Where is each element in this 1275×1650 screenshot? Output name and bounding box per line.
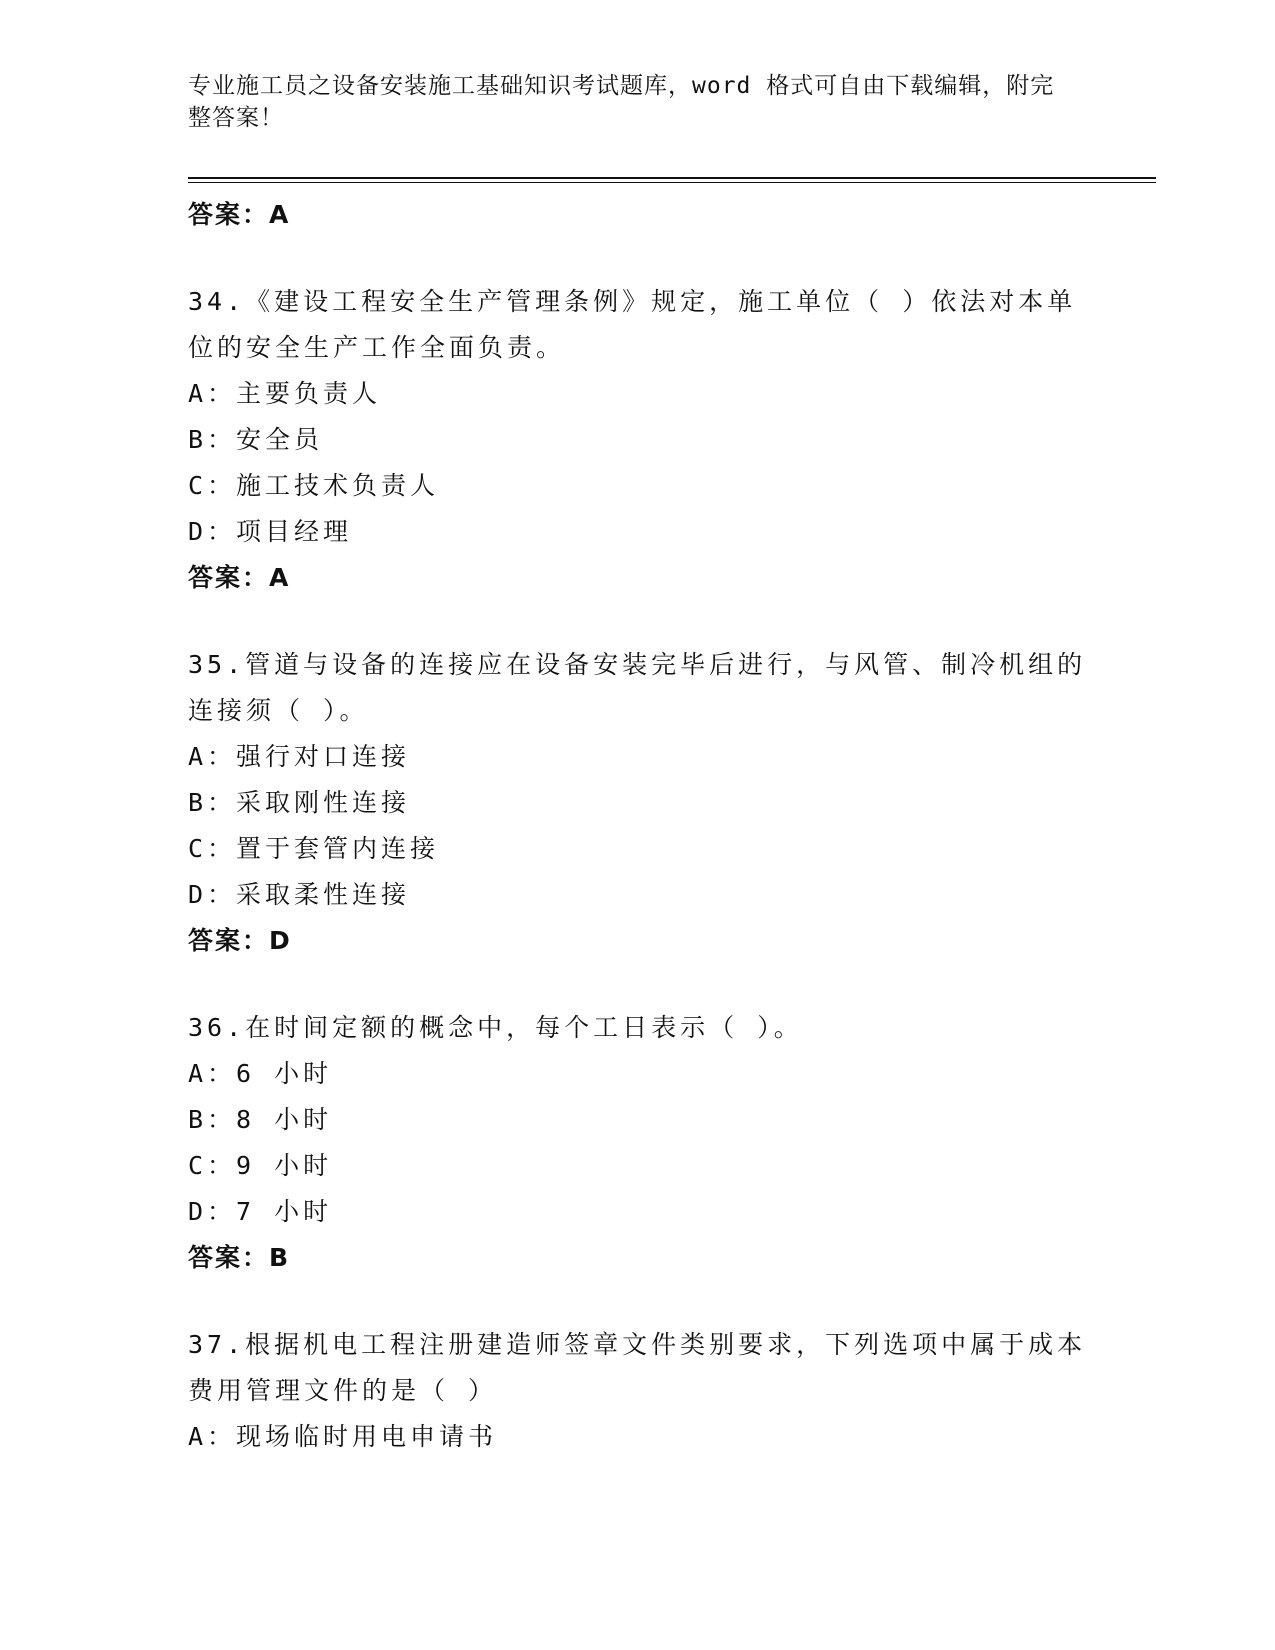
question-36-option-d: D：7 小时: [188, 1197, 333, 1226]
header-rule-thick: [188, 177, 1156, 179]
question-37-stem: 37.根据机电工程注册建造师签章文件类别要求，下列选项中属于成本: [188, 1330, 1087, 1359]
question-36-option-b: B：8 小时: [188, 1105, 333, 1134]
question-36-option-c: C：9 小时: [188, 1151, 333, 1180]
question-34-stem: 34.《建设工程安全生产管理条例》规定，施工单位（ ）依法对本单: [188, 287, 1077, 316]
question-36-stem: 36.在时间定额的概念中，每个工日表示（ ）。: [188, 1013, 803, 1042]
question-34-answer: 答案：A: [188, 563, 291, 592]
spacer: [188, 601, 1088, 642]
spacer: [188, 1281, 1088, 1322]
header-rule-thin: [188, 182, 1156, 183]
question-34-option-a: A：主要负责人: [188, 379, 382, 408]
question-36-answer: 答案：B: [188, 1243, 291, 1272]
page-header: 专业施工员之设备安装施工基础知识考试题库，word 格式可自由下载编辑，附完整答案！: [188, 73, 1055, 131]
question-35-option-b: B：采取刚性连接: [188, 788, 411, 817]
question-34-option-b: B：安全员: [188, 425, 324, 454]
question-35-answer: 答案：D: [188, 926, 292, 955]
question-35-option-c: C：置于套管内连接: [188, 834, 440, 863]
question-36-option-a: A：6 小时: [188, 1059, 333, 1088]
question-37-stem-cont: 费用管理文件的是（ ）: [188, 1376, 498, 1405]
answer-line: 答案：A: [188, 200, 291, 229]
question-34-stem-cont: 位的安全生产工作全面负责。: [188, 333, 566, 362]
question-35-stem: 35.管道与设备的连接应在设备安装完毕后进行，与风管、制冷机组的: [188, 650, 1087, 679]
question-34-option-c: C：施工技术负责人: [188, 471, 440, 500]
question-35-stem-cont: 连接须（ ）。: [188, 696, 369, 725]
spacer: [188, 964, 1088, 1005]
question-34-option-d: D：项目经理: [188, 517, 353, 546]
question-35-option-a: A：强行对口连接: [188, 742, 411, 771]
question-35-option-d: D：采取柔性连接: [188, 880, 411, 909]
question-list: [188, 192, 1088, 1460]
question-37-option-a: A：现场临时用电申请书: [188, 1422, 498, 1451]
spacer: [188, 238, 1088, 279]
